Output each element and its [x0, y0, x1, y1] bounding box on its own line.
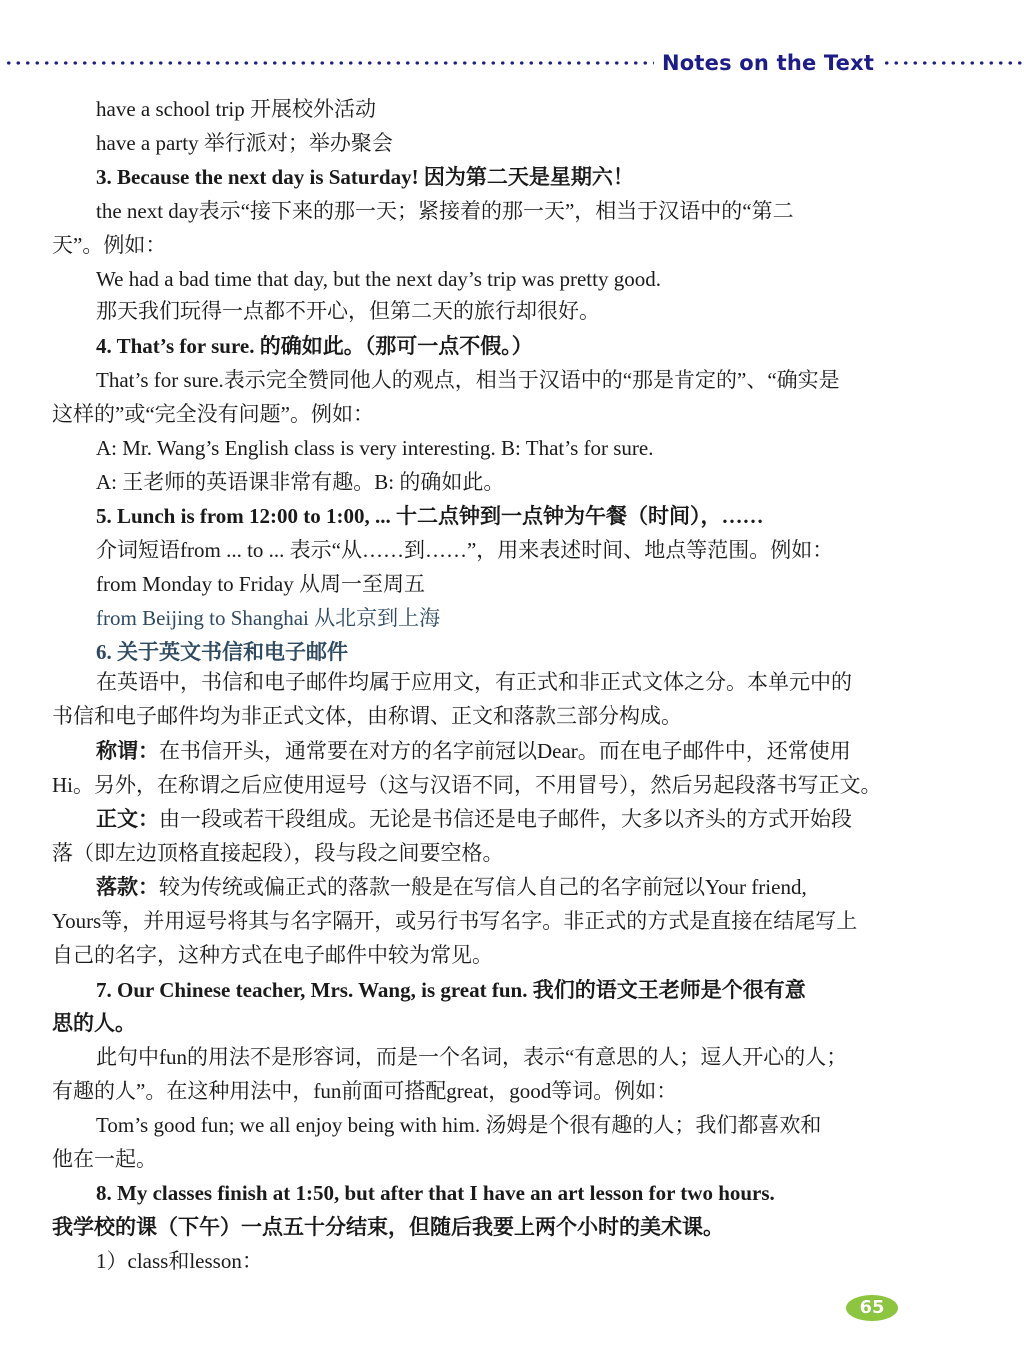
note-text-line: A: Mr. Wang’s English class is very interesting. B: That’s for sure.	[96, 436, 654, 460]
note-text-line: 天”。例如：	[52, 233, 167, 257]
note-text-line: from Beijing to Shanghai 从北京到上海	[96, 606, 441, 630]
note-heading-line: 8. My classes finish at 1:50, but after that I have an art lesson for two hours.	[96, 1181, 775, 1205]
section-title: Notes on the Text	[662, 51, 875, 75]
note-heading-line: 7. Our Chinese teacher, Mrs. Wang, is great fun. 我们的语文王老师是个很有意	[96, 978, 806, 1002]
note-text-line: 他在一起。	[52, 1147, 157, 1171]
note-text-line: 那天我们玩得一点都不开心，但第二天的旅行却很好。	[96, 299, 600, 323]
note-text-line: Yours等，并用逗号将其与名字隔开，或另行书写名字。非正式的方式是直接在结尾写上	[52, 909, 858, 933]
note-text-line: 自己的名字，这种方式在电子邮件中较为常见。	[52, 943, 493, 967]
note-heading-line: 我学校的课（下午）一点五十分结束，但随后我要上两个小时的美术课。	[52, 1215, 724, 1239]
note-text-line: A: 王老师的英语课非常有趣。B: 的确如此。	[96, 470, 505, 494]
note-text-line: 此句中fun的用法不是形容词，而是一个名词，表示“有意思的人；逗人开心的人；	[96, 1045, 848, 1069]
note-text-line: 1）class和lesson：	[96, 1249, 263, 1273]
note-text-line: 落款：较为传统或偏正式的落款一般是在写信人自己的名字前冠以Your friend,	[96, 875, 807, 899]
note-heading-line: 4. That’s for sure. 的确如此。（那可一点不假。）	[96, 334, 533, 358]
note-text-line: 在英语中，书信和电子邮件均属于应用文，有正式和非正式文体之分。本单元中的	[96, 670, 852, 694]
note-heading-line: 3. Because the next day is Saturday! 因为第二天是星期六！	[96, 165, 634, 189]
term-label: 称谓：	[96, 739, 159, 763]
dotted-rule-right	[882, 61, 1022, 65]
note-heading-line: 5. Lunch is from 12:00 to 1:00, ... 十二点钟到一点钟为午餐（时间），……	[96, 504, 764, 528]
note-text-line: 书信和电子邮件均为非正式文体，由称谓、正文和落款三部分构成。	[52, 704, 682, 728]
note-text-line: Tom’s good fun; we all enjoy being with him. 汤姆是个很有趣的人；我们都喜欢和	[96, 1113, 822, 1137]
term-label: 落款：	[96, 875, 159, 899]
note-text-line: have a school trip 开展校外活动	[96, 97, 376, 121]
note-text-line: 这样的”或“完全没有问题”。例如：	[52, 402, 374, 426]
section-header	[0, 48, 1024, 78]
note-text-line: That’s for sure.表示完全赞同他人的观点，相当于汉语中的“那是肯定的”、“确实是	[96, 368, 840, 392]
note-text-line: Hi。另外，在称谓之后应使用逗号（这与汉语不同，不用冒号），然后另起段落书写正文。	[52, 773, 882, 797]
note-text-line: 有趣的人”。在这种用法中，fun前面可搭配great，good等词。例如：	[52, 1079, 678, 1103]
dotted-rule-left	[4, 61, 654, 65]
note-text-line: from Monday to Friday 从周一至周五	[96, 572, 425, 596]
note-text-line: 落（即左边顶格直接起段），段与段之间要空格。	[52, 841, 504, 865]
note-heading-line: 6. 关于英文书信和电子邮件	[96, 640, 348, 664]
page-number-badge: 65	[846, 1295, 898, 1321]
note-text-line: We had a bad time that day, but the next day’s trip was pretty good.	[96, 267, 661, 291]
term-label: 正文：	[96, 807, 159, 831]
note-text-line: 介词短语from ... to ... 表示“从……到……”，用来表述时间、地点等范围。例如：	[96, 538, 834, 562]
note-text-line: the next day表示“接下来的那一天；紧接着的那一天”，相当于汉语中的“第二	[96, 199, 794, 223]
note-text-line: have a party 举行派对；举办聚会	[96, 131, 393, 155]
note-text-line: 称谓：在书信开头，通常要在对方的名字前冠以Dear。而在电子邮件中，还常使用	[96, 739, 851, 763]
note-heading-line: 思的人。	[52, 1011, 136, 1035]
note-text-line: 正文：由一段或若干段组成。无论是书信还是电子邮件，大多以齐头的方式开始段	[96, 807, 852, 831]
